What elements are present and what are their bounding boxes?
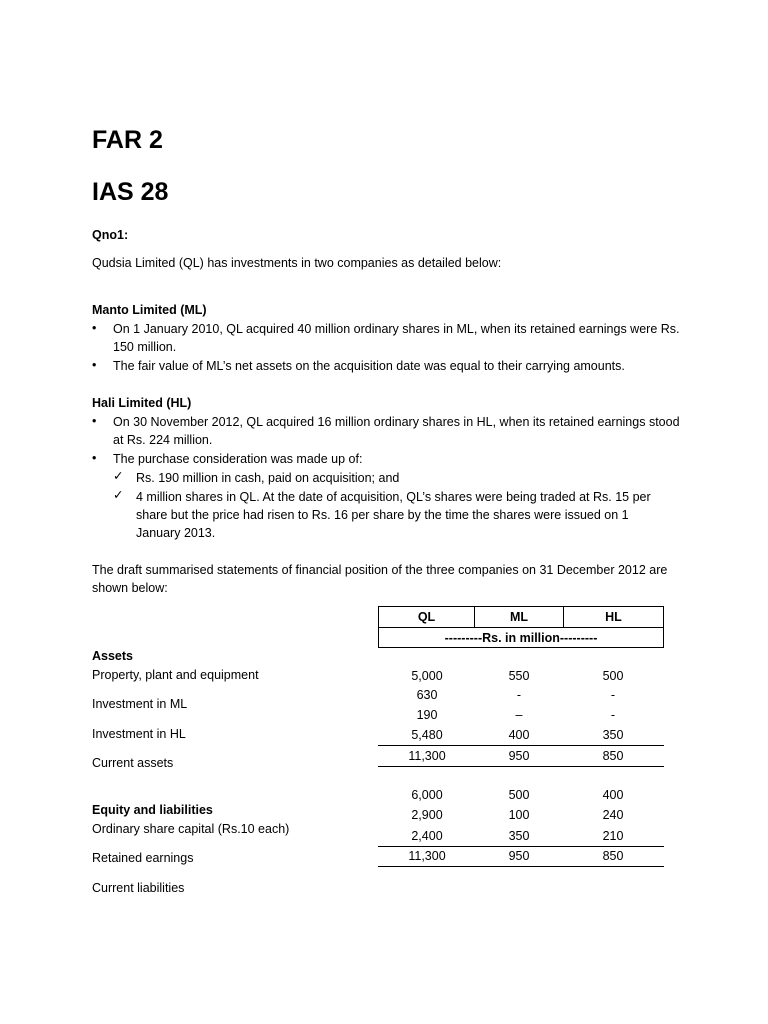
table-cell-total: 850 [602, 749, 624, 763]
manto-bullet-1: On 1 January 2010, QL acquired 40 million ordinary shares in ML, when its retained earnings were Rs. 150 million. [113, 322, 680, 354]
table-cell: 6,000 [411, 788, 443, 802]
table-cell: 500 [602, 669, 624, 683]
table-cell-total: 950 [508, 849, 530, 863]
bullet-icon: • [92, 358, 97, 372]
row-label-investment-ml: Investment in ML [92, 697, 188, 711]
units-label: ---------Rs. in million--------- [444, 631, 598, 645]
row-label-retained-earnings: Retained earnings [92, 851, 194, 865]
table-cell-total: 850 [602, 849, 624, 863]
row-label-ppe: Property, plant and equipment [92, 668, 259, 682]
hali-check-2: 4 million shares in QL. At the date of acquisition, QL’s shares were being traded at Rs. 15 per share but the price had risen to Rs. 16 per share by the time the shares were issued on 1 January 2013. [136, 490, 651, 540]
table-cell: 400 [602, 788, 624, 802]
column-header-hl: HL [563, 606, 664, 628]
doc-title-ias28: IAS 28 [92, 178, 169, 206]
table-cell: 190 [416, 708, 438, 722]
table-cell: 100 [508, 808, 530, 822]
table-cell: 2,400 [411, 829, 443, 843]
table-cell: 500 [508, 788, 530, 802]
bullet-icon: • [92, 321, 97, 335]
hali-bullet-2: The purchase consideration was made up of: [113, 452, 363, 466]
table-cell-total: 11,300 [408, 849, 446, 863]
table-cell: 5,480 [411, 728, 443, 742]
hali-bullet-1: On 30 November 2012, QL acquired 16 million ordinary shares in HL, when its retained earnings stood at Rs. 224 million. [113, 415, 680, 447]
table-cell: 350 [508, 829, 530, 843]
table-cell: 5,000 [411, 669, 443, 683]
hali-check-1: Rs. 190 million in cash, paid on acquisition; and [136, 471, 400, 485]
row-label-investment-hl: Investment in HL [92, 727, 186, 741]
draft-statement-text: The draft summarised statements of financial position of the three companies on 31 December 2012 are shown below: [92, 563, 668, 595]
column-header-ml: ML [474, 606, 564, 628]
table-cell: 400 [508, 728, 530, 742]
table-cell: 350 [602, 728, 624, 742]
checkmark-icon: ✓ [113, 488, 124, 502]
column-header-ql: QL [378, 606, 475, 628]
table-cell: 630 [416, 688, 438, 702]
table-cell: - [610, 708, 616, 722]
table-cell: – [515, 708, 523, 722]
question-intro: Qudsia Limited (QL) has investments in two companies as detailed below: [92, 256, 502, 270]
row-label-current-assets: Current assets [92, 756, 174, 770]
bullet-icon: • [92, 414, 97, 428]
total-rule-bottom [378, 766, 664, 767]
equity-section-label: Equity and liabilities [92, 803, 213, 817]
total-rule-top [378, 846, 664, 847]
assets-section-label: Assets [92, 649, 133, 663]
manto-title: Manto Limited (ML) [92, 303, 207, 317]
total-rule-top [378, 745, 664, 746]
units-header [378, 627, 664, 648]
table-cell: - [516, 688, 522, 702]
doc-title-far2: FAR 2 [92, 126, 163, 154]
table-cell-total: 11,300 [408, 749, 446, 763]
table-cell: 210 [602, 829, 624, 843]
table-cell: 240 [602, 808, 624, 822]
bullet-icon: • [92, 451, 97, 465]
row-label-current-liabilities: Current liabilities [92, 881, 185, 895]
table-cell: 550 [508, 669, 530, 683]
manto-bullet-2: The fair value of ML’s net assets on the acquisition date was equal to their carrying amounts. [113, 359, 625, 373]
table-cell-total: 950 [508, 749, 530, 763]
checkmark-icon: ✓ [113, 469, 124, 483]
table-cell: - [610, 688, 616, 702]
total-rule-bottom [378, 866, 664, 867]
question-label: Qno1: [92, 228, 129, 242]
hali-title: Hali Limited (HL) [92, 396, 192, 410]
row-label-share-capital: Ordinary share capital (Rs.10 each) [92, 822, 290, 836]
table-cell: 2,900 [411, 808, 443, 822]
